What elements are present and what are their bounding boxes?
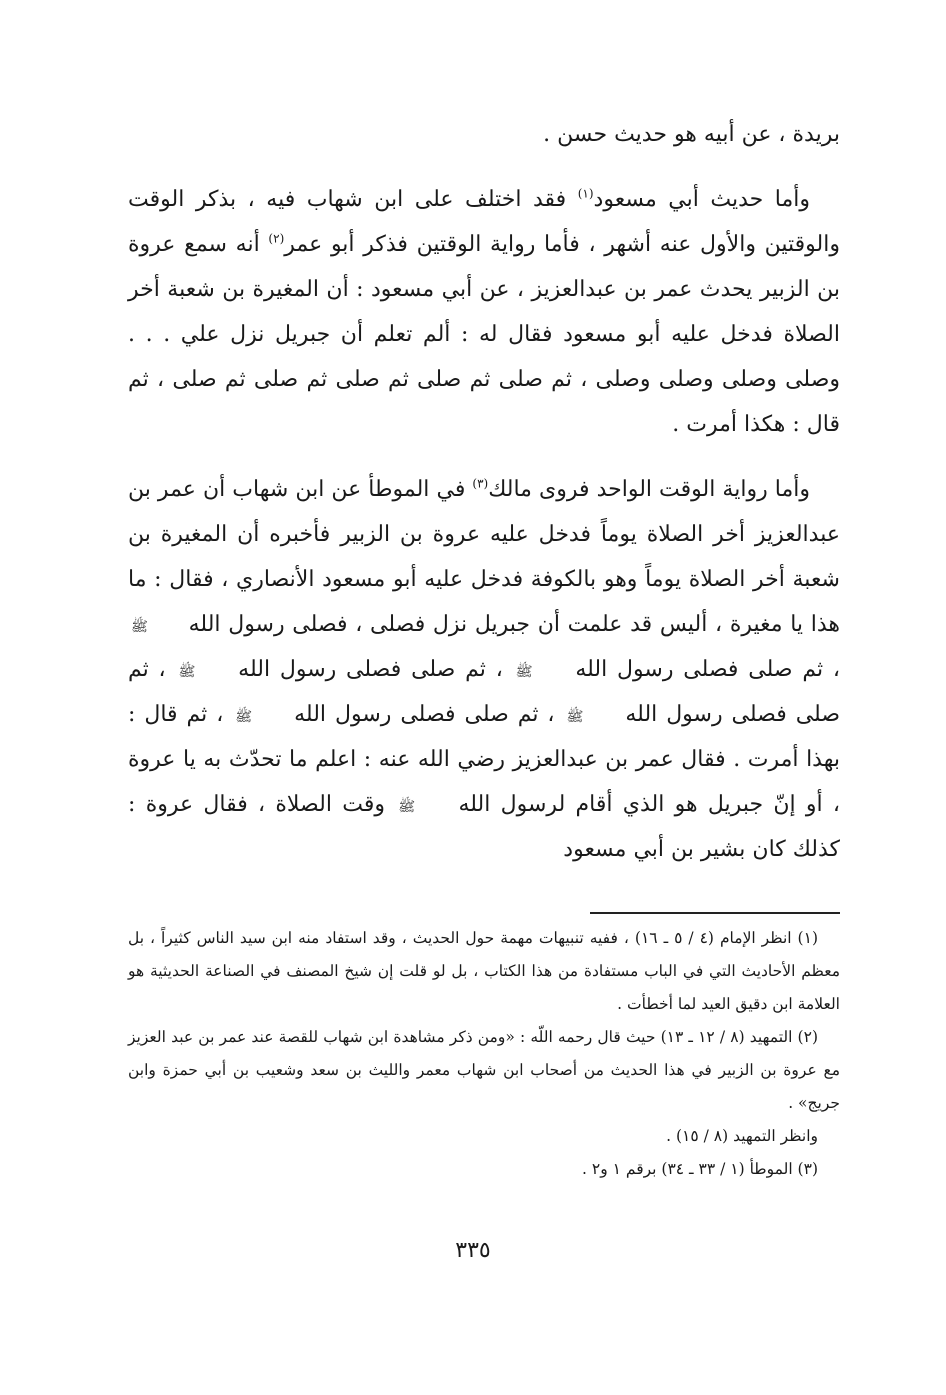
paragraph-1: [128, 112, 840, 157]
footnote-2-see-also: وانظر التمهيد (٨ / ١٥) .: [666, 1127, 818, 1145]
footnote-2: (٢) التمهيد (٨ / ١٢ ـ ١٣) حيث قال رحمه اللّه : «ومن ذكر مشاهدة ابن شهاب للقصة عند عمر بن عبد العزيز مع عروة بن الزبير في هذا الحديث من أصحاب ابن شهاب معمر والليث بن سعد وشعيب بن أبي حمزة وابن جريج» .: [128, 1028, 840, 1112]
footnote-divider: [590, 912, 840, 914]
footnotes: [128, 922, 840, 1186]
salutation-glyph: ﷺ: [235, 709, 253, 725]
paragraph-3-part-d: ، ثم صلى فصلى رسول الله: [238, 657, 513, 682]
paragraph-3-part-a: وأما رواية الوقت الواحد فروى مالك: [488, 477, 810, 502]
paragraph-3-part-e: ، ثم صلى فصلى رسول الله: [128, 657, 841, 727]
salutation-glyph: ﷺ: [566, 709, 584, 725]
paragraph-2-part-b: فقد اختلف على ابن شهاب فيه ، بذكر الوقت والوقتين والأول عنه أشهر ، فأما رواية الوقتين فذكر أبو عمر: [128, 187, 840, 257]
paragraph-1-text: بريدة ، عن أبيه هو حديث حسن .: [543, 122, 840, 147]
page-number: ٣٣٥: [455, 1238, 491, 1263]
footnote-ref-2[interactable]: (٢): [268, 231, 285, 246]
paragraph-3-part-g: ، ثم قال : بهذا أمرت . فقال عمر بن عبدالعزيز رضي الله عنه : اعلم ما تحدّث به يا عروة ، أو إنّ جبريل هو الذي أقام لرسول الله: [128, 702, 841, 817]
salutation-glyph: ﷺ: [178, 664, 196, 680]
paragraph-2-part-c: أنه سمع عروة بن الزبير يحدث عمر بن عبدالعزيز ، عن أبي مسعود : أن المغيرة بن شعبة أخر الصلاة فدخل عليه أبو مسعود فقال له : ألم تعلم أن جبريل نزل علي . . . وصلى وصلى وصلى وصلى ، ثم صلى ثم صلى ثم صلى ثم صلى ثم صلى ، ثم قال : هكذا أمرت .: [128, 232, 840, 437]
paragraph-3: [128, 467, 840, 872]
paragraph-2: [128, 177, 840, 447]
paragraph-3-part-b: في الموطأ عن ابن شهاب أن عمر بن عبدالعزيز أخر الصلاة يوماً فدخل عليه عروة بن الزبير فأخبره أن المغيرة بن شعبة أخر الصلاة يوماً وهو بالكوفة فدخل عليه أبو مسعود الأنصاري ، فقال : ما هذا يا مغيرة ، أليس قد علمت أن جبريل نزل فصلى ، فصلى رسول الله: [128, 477, 840, 637]
paragraph-3-part-c: ، ثم صلى فصلى رسول الله: [575, 657, 840, 682]
footnote-1: (١) انظر الإمام (٤ / ٥ ـ ١٦) ، ففيه تنبيهات مهمة حول الحديث ، وقد استفاد منه ابن سيد الناس كثيراً ، بل معظم الأحاديث التي في الباب مستفادة من هذا الكتاب ، بل لو قلت إن شيخ المصنف في الصناعة الحديثية هو العلامة ابن دقيق العيد لما أخطأت .: [128, 929, 840, 1013]
footnote-ref-3[interactable]: (٣): [472, 476, 489, 491]
paragraph-2-part-a: وأما حديث أبي مسعود: [593, 187, 810, 212]
salutation-glyph: ﷺ: [131, 619, 148, 635]
paragraph-3-part-f: ، ثم صلى فصلى رسول الله: [294, 702, 564, 727]
footnote-3: (٣) الموطأ (١ / ٣٣ ـ ٣٤) برقم ١ و٢ .: [582, 1160, 818, 1178]
paragraph-3-part-h: وقت الصلاة ، فقال عروة : كذلك كان بشير بن أبي مسعود: [128, 792, 840, 862]
salutation-glyph: ﷺ: [515, 664, 533, 680]
main-text: [128, 112, 840, 872]
footnote-ref-1[interactable]: (١): [577, 186, 594, 201]
salutation-glyph: ﷺ: [398, 799, 416, 815]
